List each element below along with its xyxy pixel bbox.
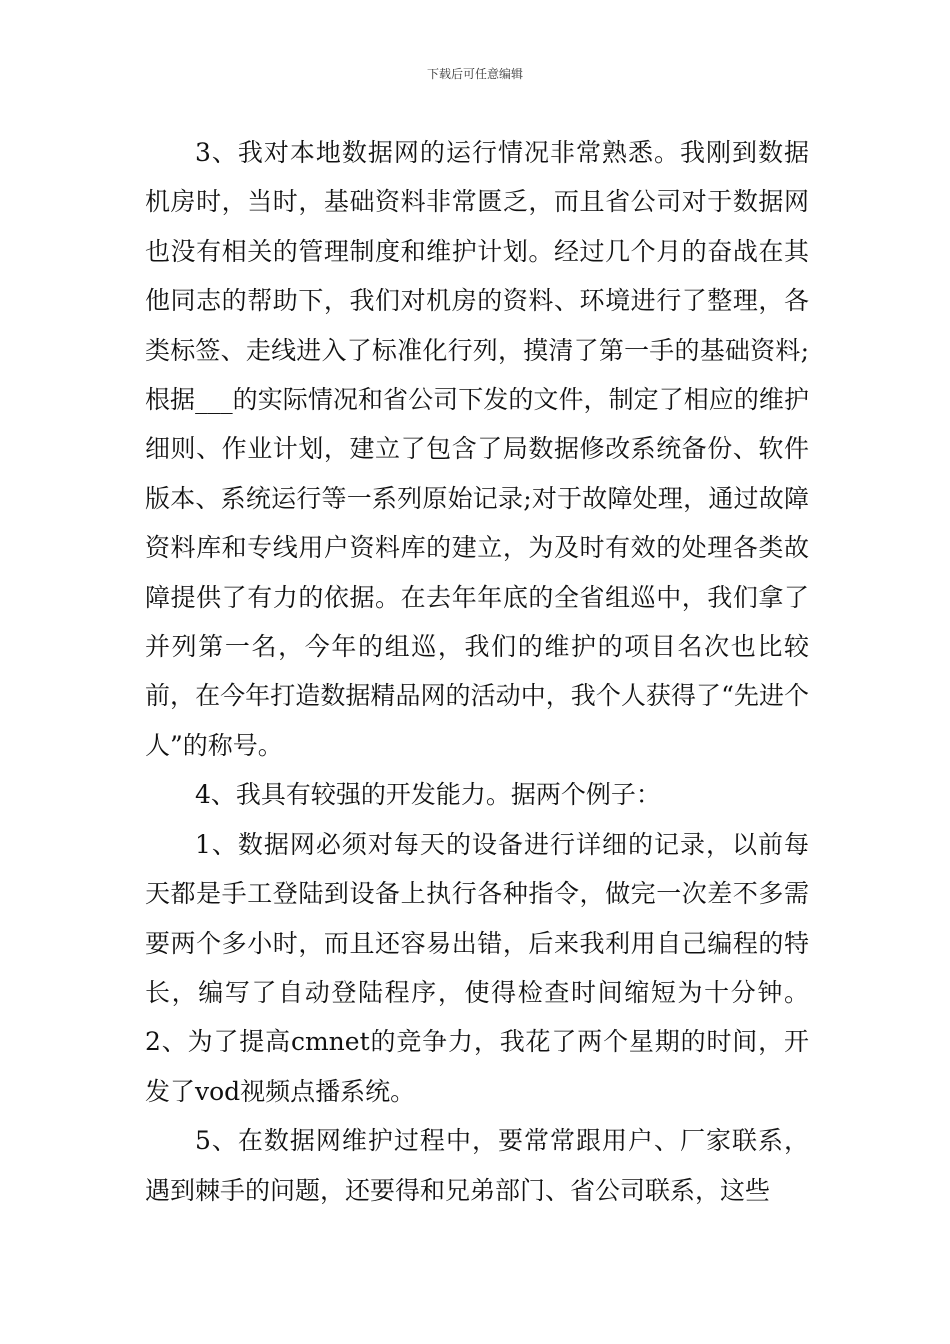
header-note: 下载后可任意编辑 [426, 67, 523, 81]
paragraph-coordination: 5、在数据网维护过程中，要常常跟用户、厂家联系，遇到棘手的问题，还要得和兄弟部门、省公司联系，这些 [145, 1126, 809, 1205]
paragraph-network-operations: 3、我对本地数据网的运行情况非常熟悉。我刚到数据机房时，当时，基础资料非常匮乏，而且省公司对于数据网也没有相关的管理制度和维护计划。经过几个月的奋战在其他同志的帮助下，我们对机房的资料、环境进行了整理，各类标签、走线进入了标准化行列，摸清了第一手的基础资料;根据___的实际情况和省公司下发的文件，制定了相应的维护细则、作业计划，建立了包含了局数据修改系统备份、软件版本、系统运行等一系列原始记录;对于故障处理，通过故障资料库和专线用户资料库的建立，为及时有效的处理各类故障提供了有力的依据。在去年年底的全省组巡中，我们拿了并列第一名，今年的组巡，我们的维护的项目名次也比较前，在今年打造数据精品网的活动中，我个人获得了“先进个人”的称号。 [145, 138, 809, 760]
body-text [145, 128, 809, 1215]
paragraph-examples: 1、数据网必须对每天的设备进行详细的记录，以前每天都是手工登陆到设备上执行各种指令，做完一次差不多需要两个多小时，而且还容易出错，后来我利用自己编程的特长，编写了自动登陆程序，使得检查时间缩短为十分钟。2、为了提高cmnet的竞争力，我花了两个星期的时间，开发了vod视频点播系统。 [145, 829, 809, 1106]
paragraph-development-ability: 4、我具有较强的开发能力。据两个例子： [195, 780, 661, 810]
